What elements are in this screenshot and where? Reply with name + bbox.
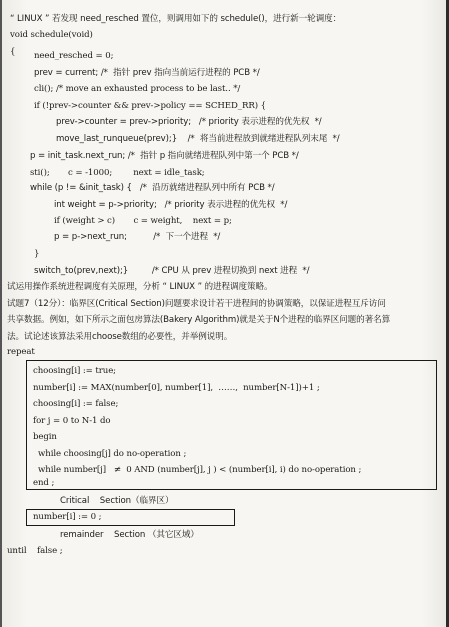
code-line: end ; bbox=[33, 478, 55, 488]
critical-section-label: Critical Section（临界区） bbox=[60, 496, 174, 506]
remainder-section-label: remainder Section （其它区域） bbox=[60, 530, 199, 540]
code-line: sti(); c = -1000; next = idle_task; bbox=[30, 168, 205, 178]
code-line: choosing[i] := false; bbox=[33, 399, 119, 409]
code-line: until false ; bbox=[7, 546, 63, 556]
code-line: cli(); /* move an exhausted process to be last.. */ bbox=[34, 84, 241, 94]
code-line: need_resched = 0; bbox=[34, 51, 114, 61]
code-line: choosing[i] := true; bbox=[33, 366, 116, 376]
scan-edge-left bbox=[0, 0, 2, 627]
code-line: begin bbox=[33, 432, 57, 442]
code-line: } bbox=[34, 249, 40, 259]
code-line: p = init_task.next_run; /* 指针 p 指向就绪进程队列中第一个 PCB */ bbox=[30, 151, 299, 161]
question-line: 共享数据。例如，如下所示之面包房算法(Bakery Algorithm)就是关于N个进程的临界区问题的著名算 bbox=[7, 315, 391, 325]
code-line: while number[j] ≠ 0 AND (number[j], j ) < (number[i], i) do no-operation ; bbox=[38, 465, 362, 475]
code-line: move_last_runqueue(prev);} /* 将当前进程放到就绪进程队列末尾 */ bbox=[56, 134, 340, 144]
code-line: if (weight > c) c = weight, next = p; bbox=[54, 216, 232, 226]
code-line: switch_to(prev,next);} /* CPU 从 prev 进程切换到 next 进程 */ bbox=[34, 266, 310, 276]
intro-line: “ LINUX ” 若发现 need_resched 置位，则调用如下的 schedule()，进行新一轮调度： bbox=[10, 14, 342, 24]
question-line: 试题7（12分）：临界区(Critical Section)问题要求设计若干进程间的协调策略，以保证进程互斥访问 bbox=[7, 299, 386, 309]
code-line: for j = 0 to N-1 do bbox=[33, 416, 111, 426]
question-line: 法。试论述该算法采用choose数组的必要性，并举例说明。 bbox=[7, 332, 233, 342]
code-line: int weight = p->priority; /* priority 表示进程的优先权 */ bbox=[54, 200, 288, 210]
code-line: number[i] := 0 ; bbox=[33, 512, 102, 522]
code-line: prev->counter = prev->priority; /* priority 表示进程的优先权 */ bbox=[56, 117, 322, 127]
code-line: if (!prev->counter && prev->policy == SCHED_RR) { bbox=[34, 101, 266, 111]
code-line: { bbox=[10, 47, 16, 57]
code-line: number[i] := MAX(number[0], number[1], ……, number[N-1])+1 ; bbox=[33, 383, 320, 393]
code-line: p = p->next_run; /* 下一个进程 */ bbox=[54, 232, 221, 242]
code-line: while choosing[j] do no-operation ; bbox=[38, 449, 187, 459]
code-line: repeat bbox=[7, 347, 35, 357]
code-line: while (p != &init_task) { /* 沿历就绪进程队列中所有 PCB */ bbox=[30, 183, 275, 193]
code-line: prev = current; /* 指针 prev 指向当前运行进程的 PCB */ bbox=[34, 68, 260, 78]
question-line: 试运用操作系统进程调度有关原理，分析 “ LINUX ” 的进程调度策略。 bbox=[7, 282, 273, 292]
code-line: void schedule(void) bbox=[10, 30, 93, 40]
